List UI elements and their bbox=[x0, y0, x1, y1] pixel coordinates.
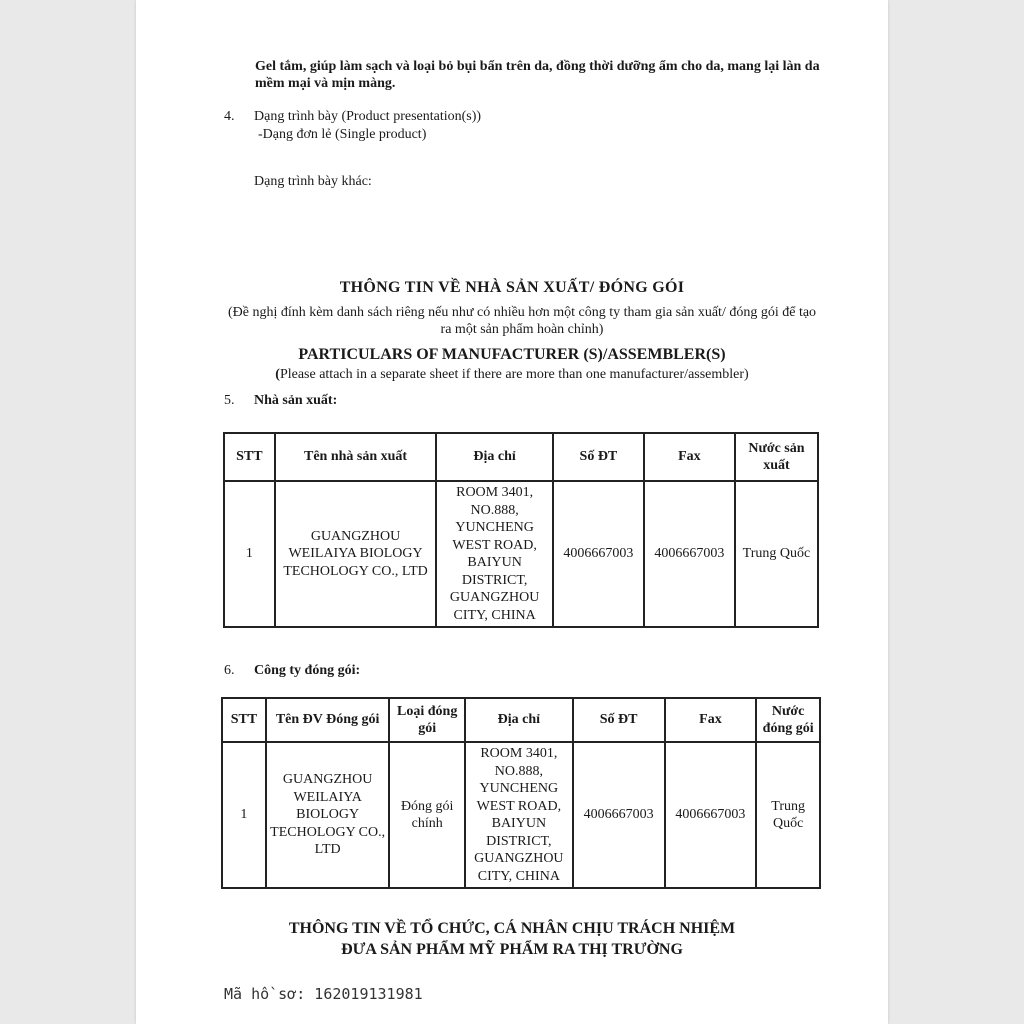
responsible-title bbox=[136, 918, 888, 960]
cell-phone: 4006667003 bbox=[573, 742, 665, 888]
col-name: Tên nhà sản xuất bbox=[275, 433, 437, 481]
col-stt: STT bbox=[224, 433, 275, 481]
cell-country: Trung Quốc bbox=[735, 481, 818, 627]
section6-heading bbox=[224, 663, 360, 679]
table-row bbox=[222, 742, 820, 888]
section6-number: 6. bbox=[224, 663, 235, 678]
col-fax: Fax bbox=[665, 698, 757, 742]
manufacturer-note-en bbox=[136, 367, 888, 383]
manufacturer-table bbox=[223, 432, 819, 628]
col-fax: Fax bbox=[644, 433, 735, 481]
packager-table bbox=[221, 697, 821, 889]
section5-number: 5. bbox=[224, 393, 235, 408]
item4-sub: -Dạng đơn lẻ (Single product) bbox=[258, 127, 427, 142]
table-row bbox=[224, 481, 818, 627]
other-presentation: Dạng trình bày khác: bbox=[254, 174, 372, 189]
col-name: Tên ĐV Đóng gói bbox=[266, 698, 390, 742]
col-country: Nước sản xuất bbox=[735, 433, 818, 481]
table-header-row bbox=[224, 433, 818, 481]
cell-address: ROOM 3401, NO.888, YUNCHENG WEST ROAD, BAIYUN DISTRICT, GUANGZHOU CITY, CHINA bbox=[465, 742, 573, 888]
section5-heading bbox=[224, 393, 337, 409]
responsible-title-line1: THÔNG TIN VỀ TỔ CHỨC, CÁ NHÂN CHỊU TRÁCH NHIỆM bbox=[288, 920, 736, 937]
note-en-text: Please attach in a separate sheet if there are more than one manufacturer/assembler) bbox=[279, 367, 749, 382]
cell-type: Đóng gói chính bbox=[389, 742, 464, 888]
cell-address: ROOM 3401, NO.888, YUNCHENG WEST ROAD, BAIYUN DISTRICT, GUANGZHOU CITY, CHINA bbox=[436, 481, 553, 627]
item4-label: Dạng trình bày (Product presentation(s)) bbox=[254, 109, 482, 124]
col-phone: Số ĐT bbox=[553, 433, 644, 481]
cell-fax: 4006667003 bbox=[665, 742, 757, 888]
col-country: Nước đóng gói bbox=[756, 698, 820, 742]
col-phone: Số ĐT bbox=[573, 698, 665, 742]
presentation-item bbox=[224, 108, 481, 144]
cell-stt: 1 bbox=[222, 742, 266, 888]
col-address: Địa chỉ bbox=[436, 433, 553, 481]
product-description: Gel tắm, giúp làm sạch và loại bỏ bụi bẩn trên da, đồng thời dưỡng ẩm cho da, mang lại làn da mềm mại và mịn màng. bbox=[255, 59, 820, 91]
section5-label: Nhà sản xuất: bbox=[254, 393, 338, 408]
responsible-title-line2: ĐƯA SẢN PHẨM MỸ PHẨM RA THỊ TRƯỜNG bbox=[341, 941, 683, 958]
note-en-paren: ( bbox=[275, 367, 280, 382]
file-code: Mã hồ sơ: 162019131981 bbox=[224, 985, 423, 1003]
cell-country: Trung Quốc bbox=[756, 742, 820, 888]
manufacturer-note-vi: (Đề nghị đính kèm danh sách riêng nếu như có nhiều hơn một công ty tham gia sản xuất/ đóng gói để tạo ra một sản phẩm hoàn chỉnh) bbox=[227, 305, 817, 337]
cell-fax: 4006667003 bbox=[644, 481, 735, 627]
col-stt: STT bbox=[222, 698, 266, 742]
col-type: Loại đóng gói bbox=[389, 698, 464, 742]
cell-stt: 1 bbox=[224, 481, 275, 627]
cell-phone: 4006667003 bbox=[553, 481, 644, 627]
cell-name: GUANGZHOU WEILAIYA BIOLOGY TECHOLOGY CO., LTD bbox=[275, 481, 437, 627]
cell-name: GUANGZHOU WEILAIYA BIOLOGY TECHOLOGY CO., LTD bbox=[266, 742, 390, 888]
item4-number: 4. bbox=[224, 109, 235, 124]
manufacturer-title-vi: THÔNG TIN VỀ NHÀ SẢN XUẤT/ ĐÓNG GÓI bbox=[339, 279, 685, 296]
table-header-row bbox=[222, 698, 820, 742]
section6-label: Công ty đóng gói: bbox=[254, 663, 361, 678]
manufacturer-title-en: PARTICULARS OF MANUFACTURER (S)/ASSEMBLER(S) bbox=[298, 346, 726, 363]
col-address: Địa chỉ bbox=[465, 698, 573, 742]
